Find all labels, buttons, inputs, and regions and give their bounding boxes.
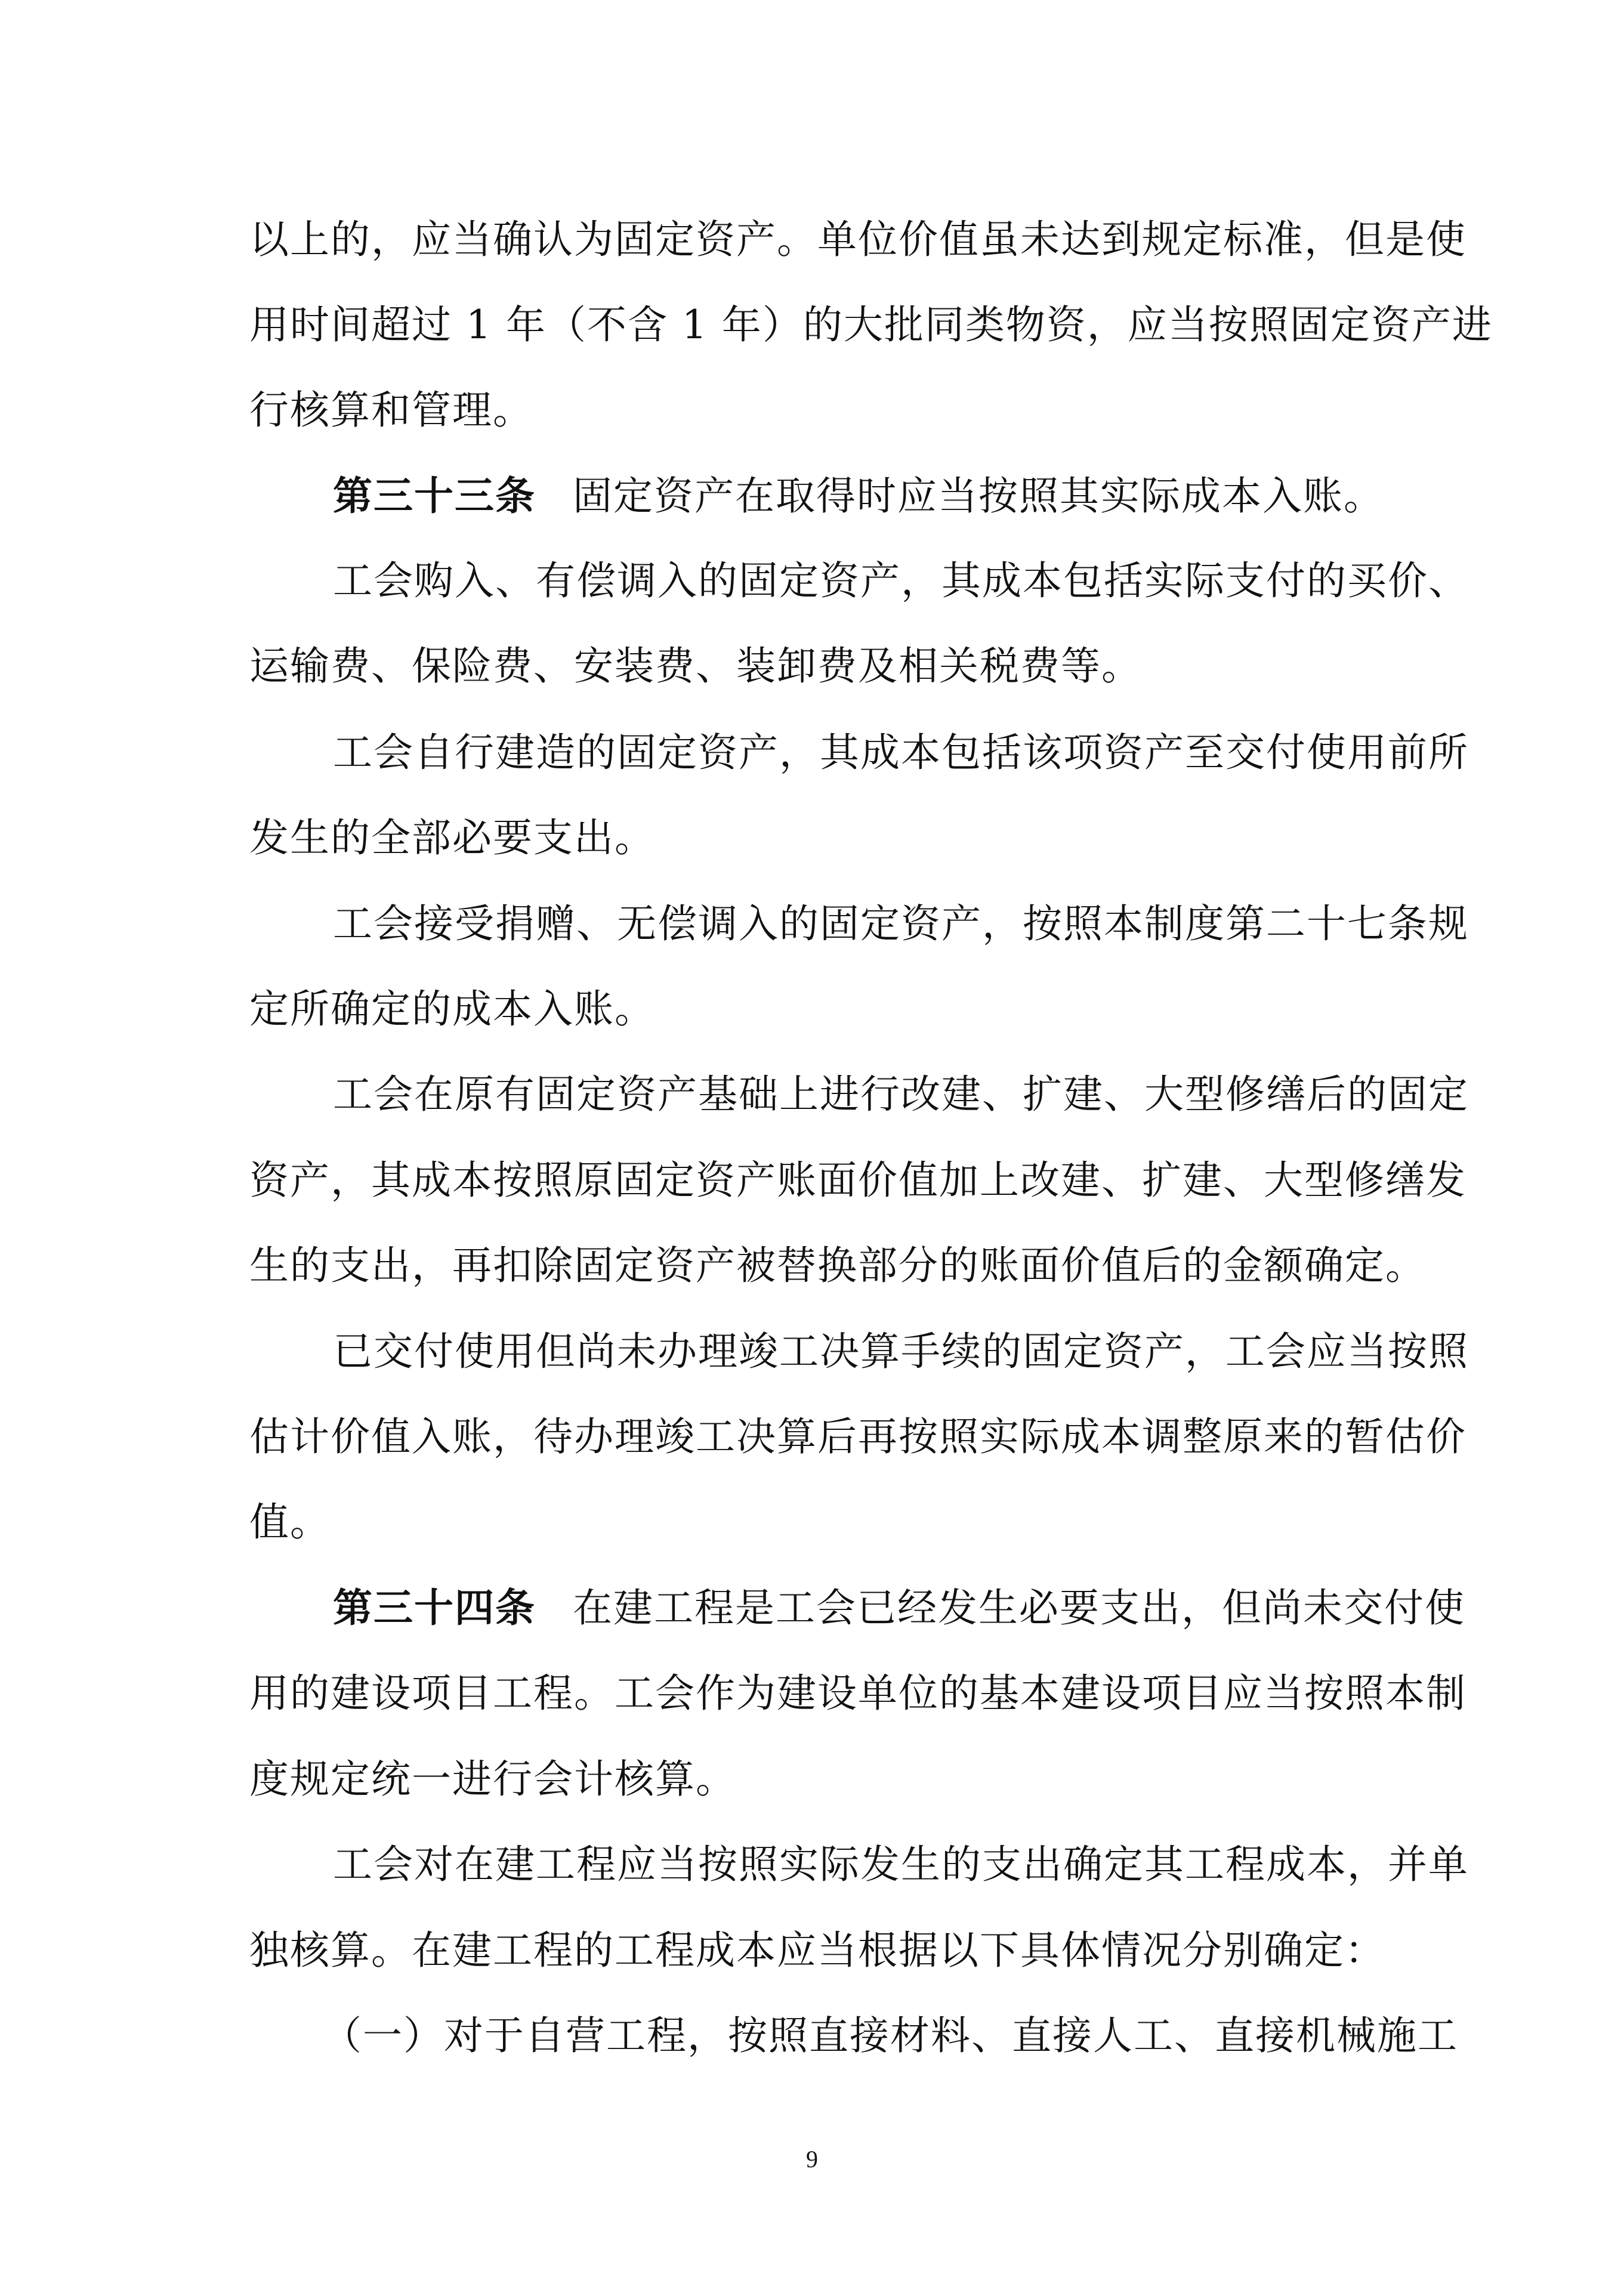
line-text: 估计价值入账，待办理竣工决算后再按照实际成本调整原来的暂估价	[249, 1414, 1466, 1460]
line-text: 已交付使用但尚未办理竣工决算手续的固定资产，工会应当按照	[333, 1328, 1469, 1374]
line-text: 生的支出，再扣除固定资产被替换部分的账面价值后的金额确定。	[249, 1243, 1426, 1288]
article-heading-line	[249, 1572, 1465, 1644]
line-text: 度规定统一进行会计核算。	[249, 1756, 736, 1802]
line-text: 在建工程是工会已经发生必要支出，但尚未交付使	[573, 1585, 1465, 1631]
text-line	[249, 204, 1466, 276]
text-line	[249, 1744, 1390, 1815]
line-text: 工会接受捐赠、无偿调入的固定资产，按照本制度第二十七条规	[333, 901, 1469, 947]
text-line	[249, 1145, 1466, 1216]
line-text: （一）对于自营工程，按照直接材料、直接人工、直接机械施工	[322, 2013, 1458, 2059]
list-item-line	[249, 2000, 1458, 2072]
text-line	[249, 1230, 1426, 1302]
text-line	[249, 545, 1469, 617]
text-line	[249, 1401, 1466, 1473]
line-text: 工会在原有固定资产基础上进行改建、扩建、大型修缮后的固定	[333, 1071, 1469, 1117]
text-line	[249, 802, 1390, 874]
text-line	[249, 375, 1390, 446]
article-number: 第三十四条	[333, 1585, 536, 1631]
text-line	[249, 631, 1390, 702]
line-text: 行核算和管理。	[249, 387, 533, 433]
line-text: 工会购入、有偿调入的固定资产，其成本包括实际支付的买价、	[333, 558, 1469, 604]
line-text: 值。	[249, 1499, 331, 1545]
text-line	[249, 1829, 1469, 1901]
line-text: 独核算。在建工程的工程成本应当根据以下具体情况分别确定：	[249, 1927, 1385, 1973]
line-text: 工会对在建工程应当按照实际发生的支出确定其工程成本，并单	[333, 1841, 1469, 1887]
line-text: 工会自行建造的固定资产，其成本包括该项资产至交付使用前所	[333, 730, 1469, 775]
text-line	[249, 289, 1493, 361]
text-line	[249, 974, 1390, 1045]
text-line	[249, 1658, 1466, 1729]
line-text: 用的建设项目工程。工会作为建设单位的基本建设项目应当按照本制	[249, 1670, 1466, 1716]
line-text: 用时间超过 1 年（不含 1 年）的大批同类物资，应当按照固定资产进	[249, 302, 1493, 348]
text-line	[249, 1316, 1469, 1388]
text-line	[249, 717, 1469, 789]
line-text: 定所确定的成本入账。	[249, 986, 655, 1032]
text-line	[249, 1915, 1390, 1986]
article-number: 第三十三条	[333, 473, 536, 519]
line-text: 以上的，应当确认为固定资产。单位价值虽未达到规定标准，但是使	[249, 217, 1466, 262]
text-line	[249, 1487, 1390, 1558]
line-text: 固定资产在取得时应当按照其实际成本入账。	[573, 473, 1384, 519]
article-heading-line	[249, 461, 1390, 532]
text-line	[249, 888, 1469, 960]
line-text: 运输费、保险费、安装费、装卸费及相关税费等。	[249, 643, 1142, 689]
line-text: 资产，其成本按照原固定资产账面价值加上改建、扩建、大型修缮发	[249, 1157, 1466, 1203]
text-line	[249, 1059, 1469, 1130]
line-text: 发生的全部必要支出。	[249, 815, 655, 861]
page-number: 9	[806, 2146, 818, 2173]
